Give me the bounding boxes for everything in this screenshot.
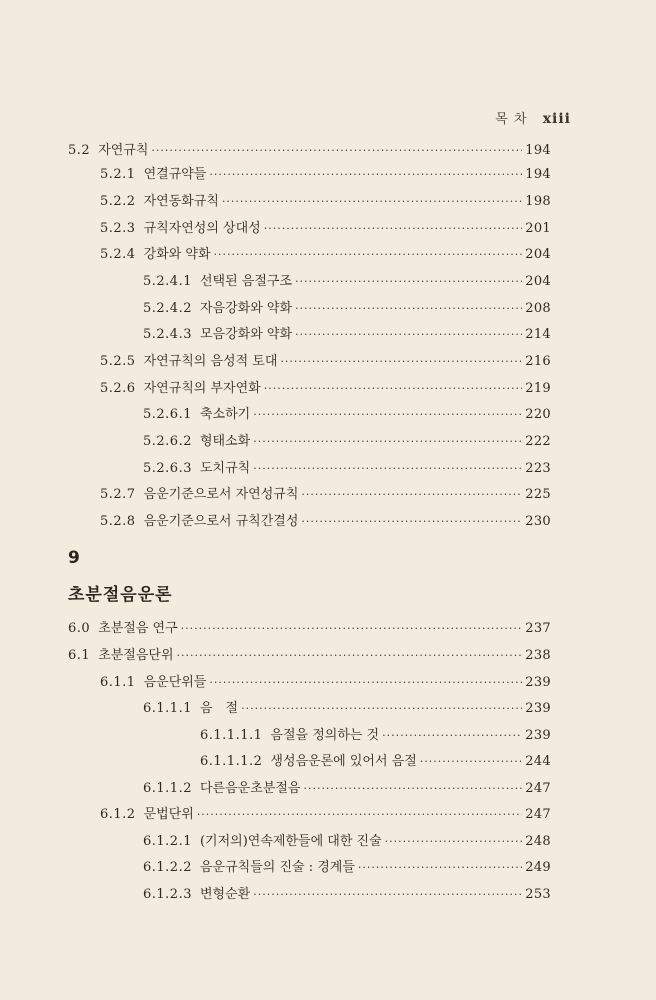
entry-title: 변형순환 [199, 887, 251, 902]
entry-title: 생성음운론에 있어서 음절 [270, 754, 417, 769]
entry-page: 204 [525, 274, 551, 289]
entry-title: 형태소화 [199, 434, 251, 449]
entry-title: 음 절 [199, 701, 239, 716]
entry-title: 음운기준으로서 자연성규칙 [143, 487, 299, 502]
entry-number: 6.1.2.3 [143, 887, 192, 902]
entry-number: 6.1.2.1 [143, 834, 192, 849]
entry-number: 5.2.4 [100, 247, 136, 262]
toc-entry[interactable] [100, 672, 551, 694]
dot-leader [253, 884, 522, 906]
dot-leader [177, 645, 523, 667]
dot-leader [420, 751, 522, 773]
entry-title: 다른음운초분절음 [199, 781, 301, 796]
entry-number: 5.2.3 [100, 221, 136, 236]
toc-entry[interactable] [68, 140, 551, 162]
dot-leader [181, 618, 523, 640]
entry-page: 238 [525, 648, 551, 663]
toc-entry[interactable] [100, 191, 551, 213]
entry-number: 6.1.1.1.1 [200, 728, 263, 743]
toc-entry[interactable] [100, 378, 551, 400]
toc-entry[interactable] [100, 218, 551, 240]
toc-entry[interactable] [143, 831, 551, 853]
toc-entry[interactable] [143, 324, 551, 346]
toc-entry[interactable] [143, 271, 551, 293]
dot-leader [301, 511, 522, 533]
dot-leader [280, 351, 522, 373]
entry-number: 6.1.2 [100, 807, 136, 822]
entry-number: 5.2.2 [100, 194, 136, 209]
entry-title: 모음강화와 약화 [199, 327, 293, 342]
entry-number: 5.2.6.2 [143, 434, 192, 449]
dot-leader [253, 458, 522, 480]
entry-page: 239 [525, 675, 551, 690]
dot-leader [385, 831, 523, 853]
entry-title: 강화와 약화 [143, 247, 211, 262]
entry-number: 5.2.5 [100, 354, 136, 369]
header-label: 목 차 [495, 112, 528, 127]
entry-title: 규칙자연성의 상대성 [143, 221, 261, 236]
entry-page: 237 [525, 621, 551, 636]
toc-entry[interactable] [100, 351, 551, 373]
entry-number: 5.2.6.1 [143, 407, 192, 422]
dot-leader [151, 140, 522, 162]
entry-page: 194 [525, 167, 551, 182]
toc-entry[interactable] [143, 298, 551, 320]
running-header [495, 108, 571, 127]
dot-leader [241, 698, 522, 720]
entry-page: 239 [525, 701, 551, 716]
dot-leader [295, 324, 522, 346]
entry-number: 6.0 [68, 621, 91, 636]
entry-title: 초분절음단위 [98, 648, 174, 663]
entry-title: 축소하기 [199, 407, 251, 422]
entry-title: 자음강화와 약화 [199, 301, 293, 316]
entry-page: 216 [525, 354, 551, 369]
dot-leader [222, 191, 522, 213]
dot-leader [209, 164, 522, 186]
toc-entry[interactable] [143, 458, 551, 480]
entry-title: 문법단위 [143, 807, 194, 822]
dot-leader [358, 857, 522, 879]
entry-page: 223 [525, 461, 551, 476]
entry-number: 6.1.1.1.2 [200, 754, 263, 769]
entry-title: 음절을 정의하는 것 [270, 728, 380, 743]
entry-number: 5.2.4.2 [143, 301, 192, 316]
dot-leader [301, 484, 522, 506]
toc-entry[interactable] [143, 404, 551, 426]
entry-title: 자연규칙의 부자연화 [143, 381, 261, 396]
entry-number: 5.2.4.1 [143, 274, 192, 289]
dot-leader [253, 404, 522, 426]
entry-page: 253 [525, 887, 551, 902]
entry-title: (기저의)연속제한들에 대한 진술 [199, 834, 382, 849]
dot-leader [209, 672, 522, 694]
dot-leader [264, 378, 523, 400]
entry-number: 5.2 [68, 143, 91, 158]
dot-leader [264, 218, 523, 240]
dot-leader [197, 804, 522, 826]
toc-entry[interactable] [100, 164, 551, 186]
entry-page: 194 [525, 143, 551, 158]
toc-entry[interactable] [200, 725, 551, 747]
entry-number: 5.2.6 [100, 381, 136, 396]
toc-entry[interactable] [100, 511, 551, 533]
entry-title: 자연동화규칙 [143, 194, 219, 209]
entry-page: 247 [525, 807, 551, 822]
entry-number: 6.1.2.2 [143, 860, 192, 875]
dot-leader [295, 271, 522, 293]
entry-page: 248 [525, 834, 551, 849]
entry-page: 225 [525, 487, 551, 502]
entry-title: 음운단위들 [143, 675, 207, 690]
entry-page: 208 [525, 301, 551, 316]
entry-title: 초분절음 연구 [98, 621, 178, 636]
entry-title: 음운기준으로서 규칙간결성 [143, 514, 299, 529]
toc-entry[interactable] [100, 804, 551, 826]
entry-page: 220 [525, 407, 551, 422]
toc-entry[interactable] [143, 857, 551, 879]
dot-leader [214, 244, 523, 266]
entry-number: 6.1.1 [100, 675, 136, 690]
dot-leader [382, 725, 522, 747]
entry-page: 204 [525, 247, 551, 262]
entry-title: 선택된 음절구조 [199, 274, 293, 289]
entry-page: 201 [525, 221, 551, 236]
toc-entry[interactable] [143, 884, 551, 906]
entry-title: 자연규칙의 음성적 토대 [143, 354, 278, 369]
dot-leader [295, 298, 522, 320]
entry-page: 214 [525, 327, 551, 342]
entry-number: 5.2.8 [100, 514, 136, 529]
entry-page: 244 [525, 754, 551, 769]
toc-entry[interactable] [100, 484, 551, 506]
entry-title: 연결규약들 [143, 167, 207, 182]
entry-title: 자연규칙 [98, 143, 149, 158]
toc-entry[interactable] [200, 751, 551, 773]
entry-page: 219 [525, 381, 551, 396]
toc-entry[interactable] [68, 645, 551, 667]
toc-entry[interactable] [100, 244, 551, 266]
entry-number: 5.2.4.3 [143, 327, 192, 342]
entry-page: 198 [525, 194, 551, 209]
dot-leader [253, 431, 522, 453]
toc-entry[interactable] [143, 778, 551, 800]
entry-title: 음운규칙들의 진술 : 경계들 [199, 860, 355, 875]
toc-entry[interactable] [143, 431, 551, 453]
page-folio: xiii [542, 111, 571, 127]
entry-number: 6.1.1.1 [143, 701, 192, 716]
dot-leader [303, 778, 522, 800]
entry-title: 도치규칙 [199, 461, 251, 476]
entry-number: 5.2.7 [100, 487, 136, 502]
entry-number: 6.1 [68, 648, 91, 663]
entry-number: 5.2.1 [100, 167, 136, 182]
entry-number: 5.2.6.3 [143, 461, 192, 476]
entry-page: 239 [525, 728, 551, 743]
entry-page: 249 [525, 860, 551, 875]
toc-entry[interactable] [68, 618, 551, 640]
chapter-number: 9 [68, 548, 80, 568]
entry-page: 222 [525, 434, 551, 449]
toc-entry[interactable] [143, 698, 551, 720]
entry-number: 6.1.1.2 [143, 781, 192, 796]
chapter-title: 초분절음운론 [68, 585, 173, 605]
entry-page: 230 [525, 514, 551, 529]
entry-page: 247 [525, 781, 551, 796]
